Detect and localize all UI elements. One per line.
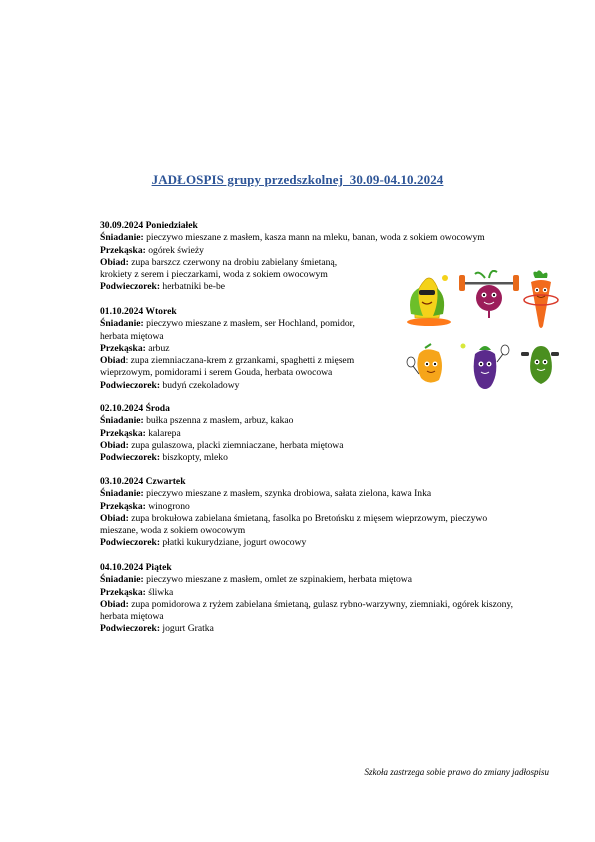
lunch-text: zupa pomidorowa z ryżem zabielana śmietaną, gulasz rybno-warzywny, ziemniaki, ogórek kiszony, [128,598,514,610]
lunch-line-cont: wieprzowym, pomidorami i serem Gouda, herbata owocowa [100,367,333,379]
snack-label: Przekąska: [100,500,146,512]
lunch-line [100,599,513,611]
breakfast-text: pieczywo mieszane z masłem, ser Hochland, pomidor, [143,318,355,330]
snack-line [100,501,487,513]
snack-text: winogrono [145,500,190,512]
day-tuesday [100,306,355,392]
day-heading: 04.10.2024 Piątek [100,562,172,573]
afternoon-text: herbatniki be-be [160,281,226,293]
breakfast-line [100,232,485,244]
lunch-label: Obiad: [100,598,129,610]
afternoon-label: Podwieczorek: [100,452,161,464]
snack-line [100,343,355,355]
afternoon-line [100,452,344,464]
afternoon-text: jogurt Gratka [160,623,214,635]
afternoon-line [100,537,487,549]
breakfast-label: Śniadanie: [100,574,144,586]
lunch-label: Obiad: [100,439,129,451]
lunch-line [100,355,355,367]
breakfast-line [100,574,513,586]
breakfast-label: Śniadanie: [100,415,144,427]
breakfast-text: pieczywo mieszane z masłem, omlet ze szpinakiem, herbata miętowa [143,574,412,586]
snack-label: Przekąska: [100,586,146,598]
snack-line [100,587,513,599]
beet-icon [459,271,519,318]
lunch-line-cont: mieszane, woda z sokiem owocowym [100,525,246,537]
lunch-text: zupa gulaszowa, placki ziemniaczane, herbata miętowa [128,439,344,451]
menu-title: JADŁOSPIS grupy przedszkolnej 30.09-04.10.2024 [151,172,444,187]
afternoon-label: Podwieczorek: [100,623,161,635]
snack-line [100,245,485,257]
breakfast-line-cont: herbata miętowa [100,330,164,342]
breakfast-label: Śniadanie: [100,318,144,330]
footer-note: Szkoła zastrzega sobie prawo do zmiany jadłospisu [364,767,549,777]
snack-text: kalarepa [145,427,181,439]
breakfast-text: pieczywo mieszane z masłem, szynka drobiowa, sałata zielona, kawa Inka [143,488,432,500]
breakfast-text: bułka pszenna z masłem, arbuz, kakao [143,415,294,427]
avocado-icon [521,346,559,384]
snack-text: arbuz [145,342,170,354]
pepper-icon [407,344,466,383]
lunch-line-cont: herbata miętowa [100,611,164,623]
day-heading: 01.10.2024 Wtorek [100,306,177,317]
eggplant-icon [474,345,509,389]
afternoon-line [100,623,513,635]
afternoon-line [100,380,355,392]
day-wednesday [100,403,344,464]
lunch-line [100,257,485,269]
afternoon-text: budyń czekoladowy [160,379,240,391]
lunch-line [100,440,344,452]
lunch-label: Obiad: [100,512,129,524]
breakfast-label: Śniadanie: [100,232,144,244]
day-heading: 30.09.2024 Poniedziałek [100,220,198,231]
snack-label: Przekąska: [100,244,146,256]
lunch-text: zupa brokułowa zabielana śmietaną, fasolka po Bretońsku z mięsem wieprzowym, pieczywo [128,512,488,524]
breakfast-line [100,318,355,330]
sporty-vegetables-illustration [405,270,565,400]
lunch-text: zupa barszcz czerwony na drobiu zabielany śmietaną, [128,256,338,268]
breakfast-label: Śniadanie: [100,488,144,500]
snack-label: Przekąska: [100,342,146,354]
lunch-line-cont: krokiety z serem i pieczarkami, woda z sokiem owocowym [100,269,328,281]
afternoon-label: Podwieczorek: [100,537,161,549]
day-heading: 02.10.2024 Środa [100,403,170,414]
snack-line [100,428,344,440]
snack-text: ogórek świeży [145,244,204,256]
snack-text: śliwka [145,586,174,598]
afternoon-label: Podwieczorek: [100,281,161,293]
lunch-label: Obiad: [100,256,129,268]
lunch-label: Obiad [100,355,126,367]
afternoon-label: Podwieczorek: [100,379,161,391]
snack-label: Przekąska: [100,427,146,439]
carrot-icon [524,270,558,328]
afternoon-text: płatki kukurydziane, jogurt owocowy [160,537,307,549]
lunch-line [100,513,487,525]
corn-icon [407,275,451,326]
breakfast-line [100,488,487,500]
day-friday [100,562,513,636]
breakfast-line [100,415,344,427]
lunch-text: : zupa ziemniaczana-krem z grzankami, spaghetti z mięsem [125,355,355,367]
day-thursday [100,476,487,550]
day-heading: 03.10.2024 Czwartek [100,476,186,487]
breakfast-text: pieczywo mieszane z masłem, kasza mann na mleku, banan, woda z sokiem owocowym [143,232,485,244]
afternoon-text: biszkopty, mleko [160,452,228,464]
